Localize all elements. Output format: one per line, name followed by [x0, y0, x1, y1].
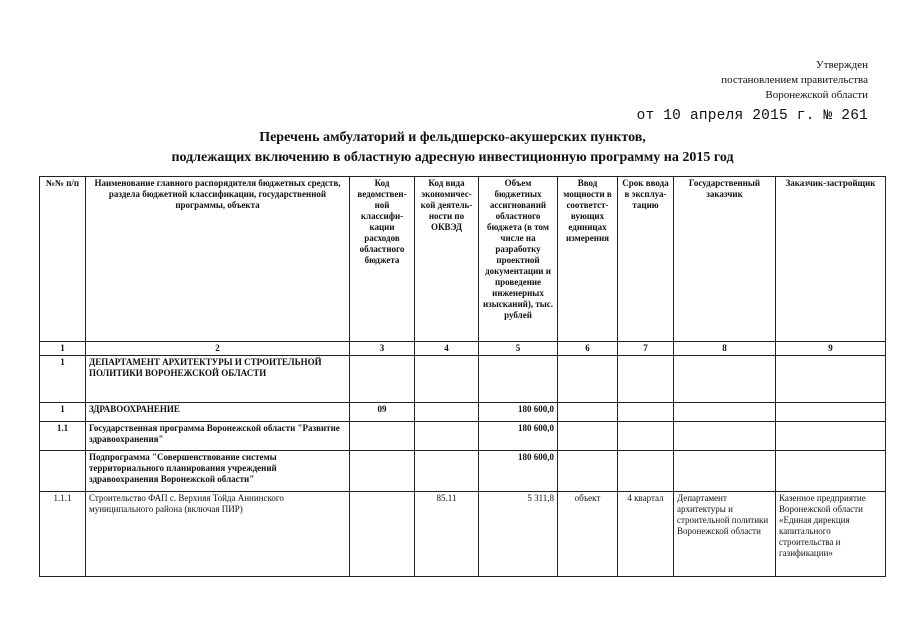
row-term: 4 квартал: [618, 492, 674, 577]
row-capacity: объект: [558, 492, 618, 577]
row-number: 1: [40, 356, 86, 403]
title-line-1: Перечень амбулаторий и фельдшерско-акушерских пунктов,: [259, 130, 646, 145]
empty-cell: [674, 451, 776, 492]
empty-cell: [776, 422, 886, 451]
column-number: 1: [40, 342, 86, 356]
row-name: ДЕПАРТАМЕНТ АРХИТЕКТУРЫ И СТРОИТЕЛЬНОЙ ПОЛИТИКИ ВОРОНЕЖСКОЙ ОБЛАСТИ: [86, 356, 350, 403]
column-number: 8: [674, 342, 776, 356]
empty-cell: [415, 451, 479, 492]
column-number: 3: [350, 342, 415, 356]
row-name: Государственная программа Воронежской области "Развитие здравоохранения": [86, 422, 350, 451]
decree-date: от 10 апреля 2015 г. № 261: [636, 108, 868, 124]
empty-cell: [618, 451, 674, 492]
row-amount: 180 600,0: [479, 451, 558, 492]
column-number-row: [40, 342, 886, 356]
header-number: №№ п/п: [40, 177, 86, 342]
header-state-customer: Государственный заказчик: [674, 177, 776, 342]
empty-cell: [618, 356, 674, 403]
empty-cell: [350, 492, 415, 577]
table-header-row: [40, 177, 886, 342]
header-commission-term: Срок ввода в эксплуа-тацию: [618, 177, 674, 342]
table-row-subprogram: [40, 451, 886, 492]
title-line-2: подлежащих включению в областную адресную инвестиционную программу на 2015 год: [171, 150, 734, 165]
header-capacity: Ввод мощности в соответст-вующих единицах измерения: [558, 177, 618, 342]
empty-cell: [350, 451, 415, 492]
empty-cell: [558, 356, 618, 403]
empty-cell: [674, 422, 776, 451]
table-row-state-program: [40, 422, 886, 451]
header-developer: Заказчик-застройщик: [776, 177, 886, 342]
row-okved-code: 85.11: [415, 492, 479, 577]
header-name: Наименование главного распорядителя бюджетных средств, раздела бюджетной классификации, государственной программы, объекта: [86, 177, 350, 342]
column-number: 5: [479, 342, 558, 356]
empty-cell: [674, 356, 776, 403]
empty-cell: [558, 451, 618, 492]
column-number: 6: [558, 342, 618, 356]
empty-cell: [674, 403, 776, 422]
empty-cell: [618, 422, 674, 451]
empty-cell: [415, 403, 479, 422]
empty-cell: [415, 356, 479, 403]
row-amount: 5 311,8: [479, 492, 558, 577]
header-budget-amount: Объем бюджетных ассигнований областного бюджета (в том числе на разработку проектной документации и проведение инженерных изысканий), тыс. рублей: [479, 177, 558, 342]
table-row-object: [40, 492, 886, 577]
table-row-department: [40, 356, 886, 403]
row-number: 1.1.1: [40, 492, 86, 577]
empty-cell: [558, 422, 618, 451]
empty-cell: [776, 451, 886, 492]
header-dept-code: Код ведомствен-ной классифи-кации расходов областного бюджета: [350, 177, 415, 342]
empty-cell: [40, 451, 86, 492]
row-name: Строительство ФАП с. Верхняя Тойда Аннинского муниципального района (включая ПИР): [86, 492, 350, 577]
empty-cell: [618, 403, 674, 422]
empty-cell: [776, 356, 886, 403]
row-state-customer: Департамент архитектуры и строительной политики Воронежской области: [674, 492, 776, 577]
row-number: 1.1: [40, 422, 86, 451]
column-number: 9: [776, 342, 886, 356]
empty-cell: [479, 356, 558, 403]
empty-cell: [415, 422, 479, 451]
approval-line-region: Воронежской области: [765, 89, 868, 101]
row-name: ЗДРАВООХРАНЕНИЕ: [86, 403, 350, 422]
row-amount: 180 600,0: [479, 422, 558, 451]
approval-block: [721, 58, 868, 103]
row-number: 1: [40, 403, 86, 422]
header-okved-code: Код вида экономичес-кой деятель-ности по ОКВЭД: [415, 177, 479, 342]
empty-cell: [558, 403, 618, 422]
empty-cell: [776, 403, 886, 422]
investment-program-table: [39, 176, 886, 577]
empty-cell: [350, 356, 415, 403]
row-developer: Казенное предприятие Воронежской области «Единая дирекция капитального строительства и газификации»: [776, 492, 886, 577]
row-amount: 180 600,0: [479, 403, 558, 422]
document-title: [0, 128, 905, 168]
approval-line-approved: Утвержден: [815, 59, 868, 71]
approval-line-decree: постановлением правительства: [721, 74, 868, 86]
row-name: Подпрограмма "Совершенствование системы территориального планирования учреждений здравоохранения Воронежской области": [86, 451, 350, 492]
column-number: 7: [618, 342, 674, 356]
row-dept-code: 09: [350, 403, 415, 422]
column-number: 2: [86, 342, 350, 356]
empty-cell: [350, 422, 415, 451]
table-row-healthcare: [40, 403, 886, 422]
column-number: 4: [415, 342, 479, 356]
